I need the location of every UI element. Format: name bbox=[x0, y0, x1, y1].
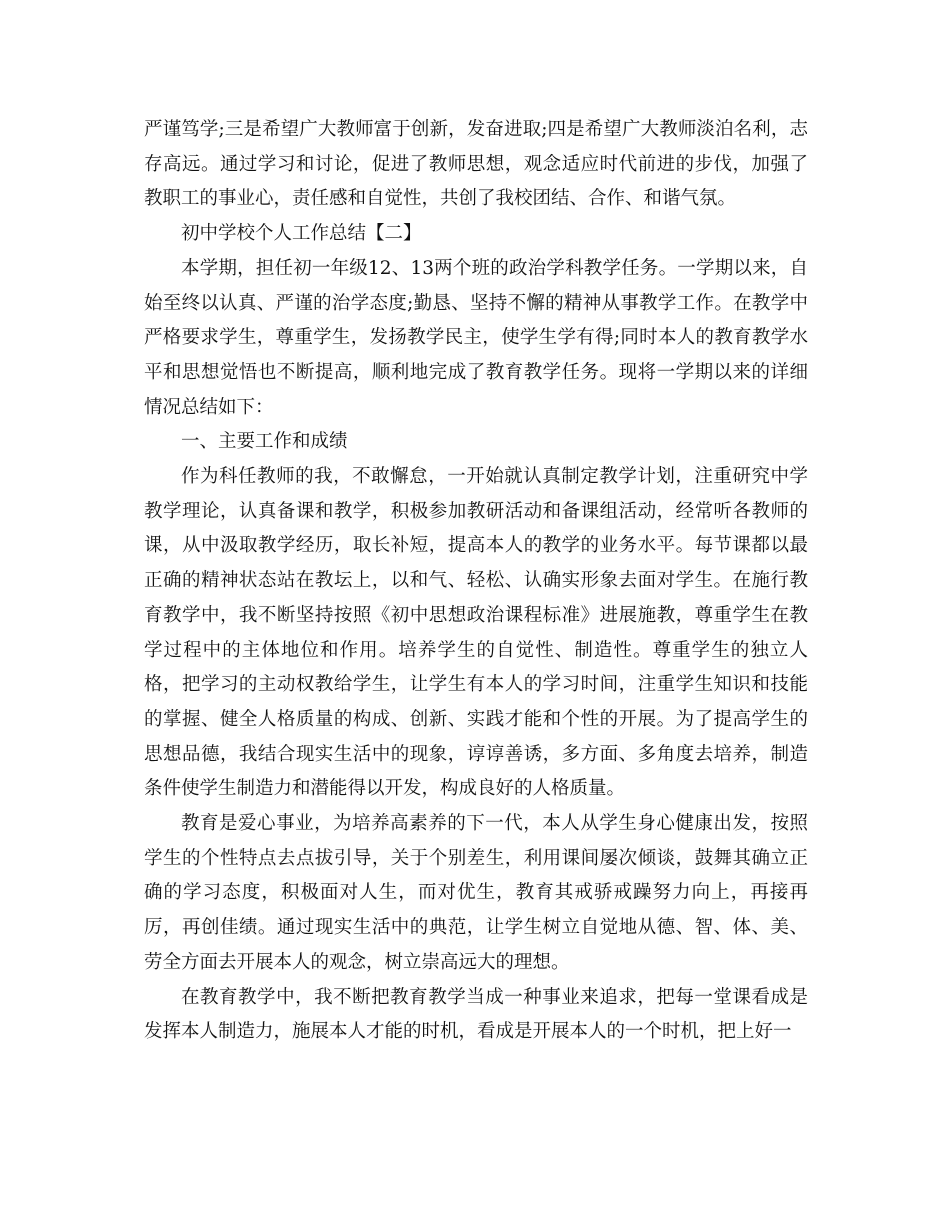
paragraph-intro: 本学期，担任初一年级12、13两个班的政治学科教学任务。一学期以来，自始至终以认真、严谨的治学态度;勤恳、坚持不懈的精神从事教学工作。在教学中严格要求学生，尊重学生，发扬教学民主，使学生学有得;同时本人的教育教学水平和思想觉悟也不断提高，顺利地完成了教育教学任务。现将一学期以来的详细情况总结如下： bbox=[144, 257, 808, 418]
paragraph-teaching: 在教育教学中，我不断把教育教学当成一种事业来追求，把每一堂课看成是发挥本人制造力，施展本人才能的时机，看成是开展本人的一个时机，把上好一 bbox=[144, 986, 808, 1043]
document-body bbox=[144, 113, 808, 1050]
paragraph-care: 教育是爱心事业，为培养高素养的下一代，本人从学生身心健康出发，按照学生的个性特点去点拔引导，关于个别差生，利用课间屡次倾谈，鼓舞其确立正确的学习态度，积极面对人生，而对优生，教育其戒骄戒躁努力向上，再接再厉，再创佳绩。通过现实生活中的典范，让学生树立自觉地从德、智、体、美、劳全方面去开展本人的观念，树立崇高远大的理想。 bbox=[144, 813, 808, 973]
paragraph-work: 作为科任教师的我，不敢懈怠，一开始就认真制定教学计划，注重研究中学教学理论，认真备课和教学，积极参加教研活动和备课组活动，经常听各教师的课，从中汲取教学经历，取长补短，提高本人的教学的业务水平。每节课都以最正确的精神状态站在教坛上，以和气、轻松、认确实形象去面对学生。在施行教育教学中，我不断坚持按照《初中思想政治课程标准》进展施教，尊重学生在教学过程中的主体地位和作用。培养学生的自觉性、制造性。尊重学生的独立人格，把学习的主动权教给学生，让学生有本人的学习时间，注重学生知识和技能的掌握、健全人格质量的构成、创新、实践才能和个性的开展。为了提高学生的思想品德，我结合现实生活中的现象，谆谆善诱，多方面、多角度去培养，制造条件使学生制造力和潜能得以开发，构成良好的人格质量。 bbox=[144, 466, 808, 800]
paragraph-continued: 严谨笃学;三是希望广大教师富于创新，发奋进取;四是希望广大教师淡泊名利，志存高远。通过学习和讨论，促进了教师思想，观念适应时代前进的步伐，加强了教职工的事业心，责任感和自觉性，共创了我校团结、合作、和谐气氛。 bbox=[144, 119, 808, 210]
section-heading: 一、主要工作和成绩 bbox=[181, 431, 348, 453]
section-title: 初中学校个人工作总结【二】 bbox=[181, 223, 422, 245]
